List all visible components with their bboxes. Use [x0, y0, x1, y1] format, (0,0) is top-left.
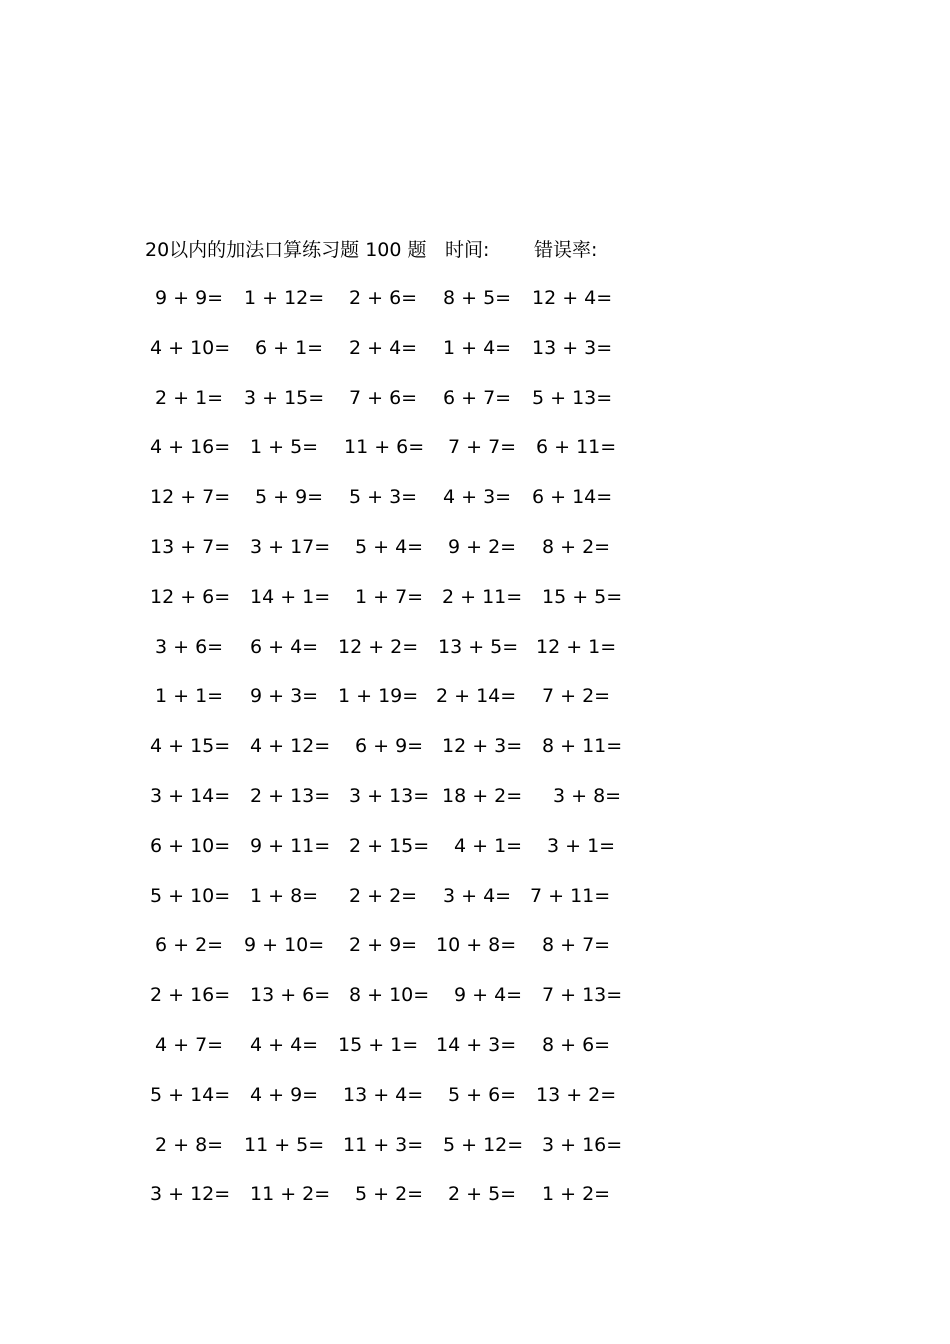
problem-item: 9 + 10= [244, 934, 325, 957]
problem-row [0, 582, 950, 632]
problem-row [0, 333, 950, 383]
problem-item: 5 + 2= [355, 1183, 424, 1206]
problem-item: 4 + 7= [155, 1033, 224, 1056]
problem-item: 7 + 11= [530, 884, 611, 907]
time-label: 时间: [445, 239, 490, 261]
problem-item: 2 + 6= [349, 287, 418, 309]
problem-item: 4 + 4= [250, 1033, 319, 1056]
problem-item: 5 + 13= [532, 386, 613, 409]
problem-item: 2 + 14= [436, 685, 517, 708]
problem-item: 3 + 15= [244, 386, 325, 409]
problem-item: 6 + 11= [536, 436, 617, 459]
problem-item: 12 + 1= [536, 635, 617, 658]
problem-item: 2 + 16= [150, 984, 231, 1007]
problem-item: 6 + 10= [150, 834, 231, 857]
problem-item: 2 + 9= [349, 934, 418, 957]
problem-row [0, 383, 950, 433]
problem-item: 4 + 9= [250, 1083, 319, 1106]
problem-item: 12 + 7= [150, 486, 231, 509]
problem-item: 5 + 12= [443, 1133, 524, 1156]
problem-item: 6 + 9= [355, 735, 424, 758]
problem-item: 13 + 4= [343, 1083, 424, 1106]
problem-item: 4 + 10= [150, 336, 231, 359]
problem-row [0, 1080, 950, 1130]
problem-item: 8 + 7= [542, 934, 611, 957]
problem-item: 2 + 13= [250, 784, 331, 807]
problem-item: 5 + 6= [448, 1083, 517, 1106]
problem-item: 3 + 8= [553, 784, 622, 807]
problem-item: 9 + 4= [454, 984, 523, 1007]
problem-item: 12 + 6= [150, 585, 231, 608]
problem-item: 8 + 2= [542, 535, 611, 558]
problem-item: 1 + 19= [338, 685, 419, 708]
problem-item: 13 + 3= [532, 336, 613, 359]
problem-item: 1 + 7= [355, 585, 424, 608]
problem-item: 15 + 5= [542, 585, 623, 608]
problem-item: 12 + 3= [442, 735, 523, 758]
problem-item: 2 + 5= [448, 1183, 517, 1206]
problem-row [0, 930, 950, 980]
problem-item: 1 + 5= [250, 436, 319, 459]
problem-row [0, 1179, 950, 1229]
problem-item: 11 + 5= [244, 1133, 325, 1156]
problem-item: 7 + 2= [542, 685, 611, 708]
problem-item: 3 + 16= [542, 1133, 623, 1156]
problem-item: 18 + 2= [442, 784, 523, 807]
problem-item: 8 + 5= [443, 287, 512, 309]
problem-row [0, 283, 950, 333]
problem-item: 13 + 2= [536, 1083, 617, 1106]
problem-item: 3 + 1= [547, 834, 616, 857]
problem-item: 12 + 4= [532, 287, 613, 309]
problem-item: 4 + 1= [454, 834, 523, 857]
problem-item: 1 + 8= [250, 884, 319, 907]
problem-item: 6 + 14= [532, 486, 613, 509]
problem-item: 1 + 12= [244, 287, 325, 309]
problem-item: 9 + 2= [448, 535, 517, 558]
problem-item: 5 + 14= [150, 1083, 231, 1106]
problem-item: 6 + 4= [250, 635, 319, 658]
problem-item: 5 + 4= [355, 535, 424, 558]
problem-item: 9 + 11= [250, 834, 331, 857]
problem-item: 13 + 6= [250, 984, 331, 1007]
problem-item: 14 + 1= [250, 585, 331, 608]
problem-item: 8 + 11= [542, 735, 623, 758]
problem-row [0, 681, 950, 731]
problem-item: 3 + 12= [150, 1183, 231, 1206]
problem-item: 6 + 2= [155, 934, 224, 957]
problem-row [0, 781, 950, 831]
problem-item: 13 + 5= [438, 635, 519, 658]
problem-item: 7 + 7= [448, 436, 517, 459]
problem-row [0, 482, 950, 532]
problem-item: 12 + 2= [338, 635, 419, 658]
problem-item: 5 + 3= [349, 486, 418, 509]
problem-row [0, 831, 950, 881]
problem-item: 9 + 9= [155, 287, 224, 309]
problem-item: 2 + 11= [442, 585, 523, 608]
problem-item: 2 + 15= [349, 834, 430, 857]
problem-row [0, 432, 950, 482]
problem-item: 4 + 3= [443, 486, 512, 509]
problem-item: 5 + 10= [150, 884, 231, 907]
problem-item: 6 + 1= [255, 336, 324, 359]
problem-item: 1 + 1= [155, 685, 224, 708]
problem-item: 4 + 15= [150, 735, 231, 758]
problem-item: 3 + 17= [250, 535, 331, 558]
problem-row [0, 731, 950, 781]
problem-item: 7 + 6= [349, 386, 418, 409]
problem-item: 3 + 4= [443, 884, 512, 907]
problem-row [0, 532, 950, 582]
problem-row [0, 881, 950, 931]
problem-item: 14 + 3= [436, 1033, 517, 1056]
problem-item: 4 + 12= [250, 735, 331, 758]
problem-item: 5 + 9= [255, 486, 324, 509]
problem-item: 3 + 13= [349, 784, 430, 807]
problem-item: 10 + 8= [436, 934, 517, 957]
problem-row [0, 632, 950, 682]
problem-item: 7 + 13= [542, 984, 623, 1007]
problem-row [0, 980, 950, 1030]
problem-row [0, 1030, 950, 1080]
problem-item: 8 + 6= [542, 1033, 611, 1056]
problem-item: 9 + 3= [250, 685, 319, 708]
problem-row [0, 1130, 950, 1180]
problem-item: 11 + 6= [344, 436, 425, 459]
problem-item: 15 + 1= [338, 1033, 419, 1056]
problem-item: 8 + 10= [349, 984, 430, 1007]
error-rate-label: 错误率: [534, 239, 598, 261]
problem-item: 11 + 3= [343, 1133, 424, 1156]
problem-item: 2 + 4= [349, 336, 418, 359]
problem-item: 1 + 4= [443, 336, 512, 359]
problem-item: 6 + 7= [443, 386, 512, 409]
problem-item: 2 + 1= [155, 386, 224, 409]
problem-item: 13 + 7= [150, 535, 231, 558]
problem-item: 4 + 16= [150, 436, 231, 459]
worksheet-title: 20以内的加法口算练习题 100 题 [145, 239, 427, 261]
problem-item: 2 + 2= [349, 884, 418, 907]
problem-item: 3 + 14= [150, 784, 231, 807]
problem-item: 11 + 2= [250, 1183, 331, 1206]
problem-item: 2 + 8= [155, 1133, 224, 1156]
problem-item: 3 + 6= [155, 635, 224, 658]
problem-grid [0, 283, 950, 1229]
problem-item: 1 + 2= [542, 1183, 611, 1206]
